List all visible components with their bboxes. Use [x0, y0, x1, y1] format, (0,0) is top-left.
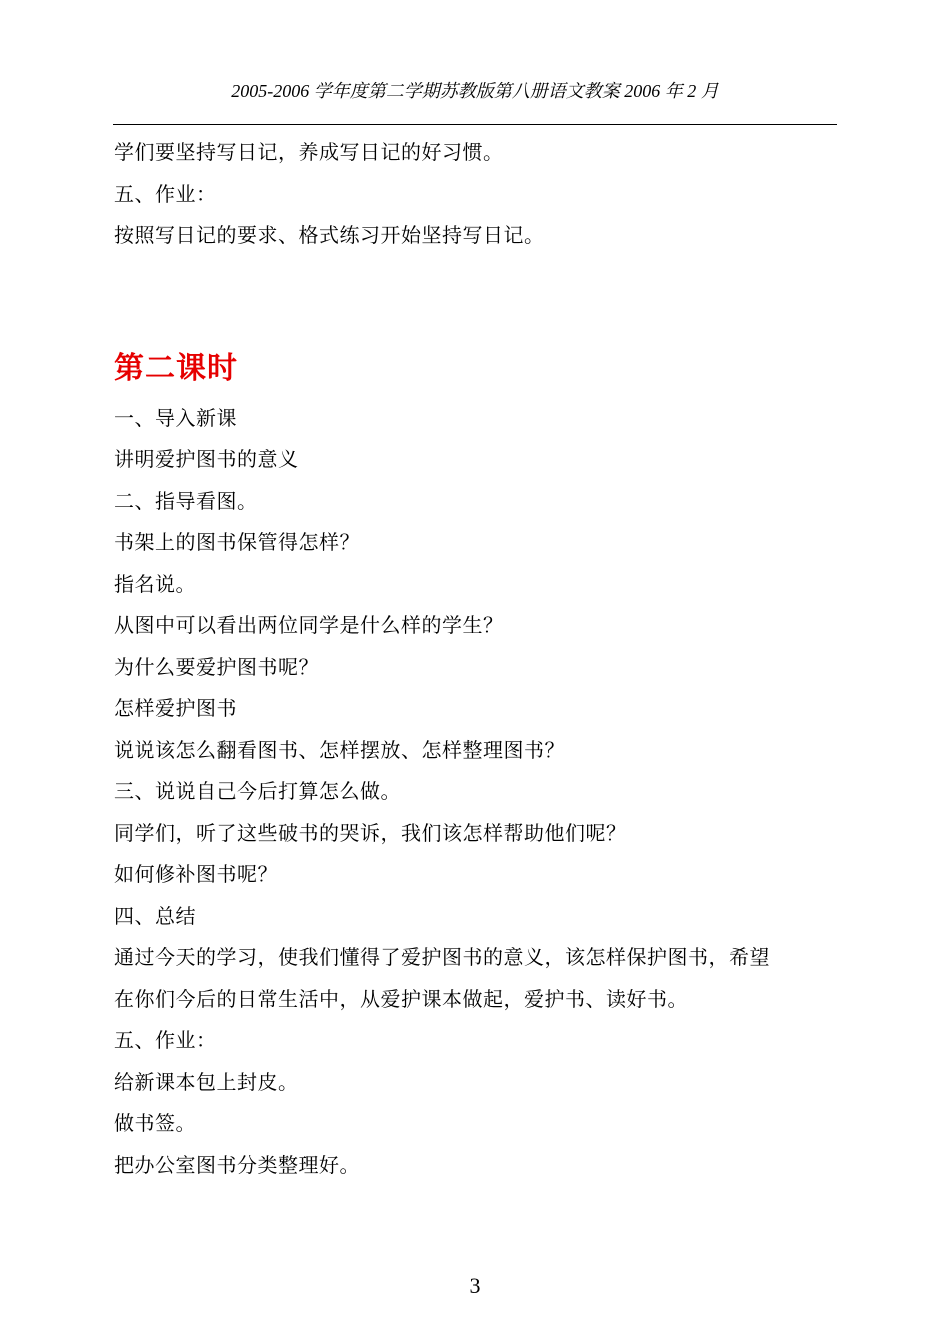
section-heading: 五、作业： — [114, 1028, 217, 1052]
paragraph-line: 如何修补图书呢？ — [114, 862, 278, 886]
paragraph-line: 把办公室图书分类整理好。 — [114, 1152, 360, 1177]
header-divider — [113, 124, 837, 125]
paragraph-line: 做书签。 — [114, 1111, 196, 1135]
section-heading: 四、总结 — [114, 903, 196, 928]
page-header: 2005-2006 学年度第二学期苏教版第八册语文教案 2006 年 2 月 — [231, 81, 719, 101]
paragraph-line: 在你们今后的日常生活中，从爱护课本做起，爱护书、读好书。 — [114, 986, 688, 1011]
paragraph-line: 通过今天的学习，使我们懂得了爱护图书的意义，该怎样保护图书，希望 — [114, 945, 770, 969]
paragraph-line: 讲明爱护图书的意义 — [114, 447, 299, 471]
paragraph-line: 学们要坚持写日记，养成写日记的好习惯。 — [114, 140, 504, 164]
lesson-title: 第二课时 — [114, 350, 238, 386]
paragraph-line: 按照写日记的要求、格式练习开始坚持写日记。 — [114, 223, 545, 247]
section-heading: 三、说说自己今后打算怎么做。 — [114, 779, 401, 803]
paragraph-line: 说说该怎么翻看图书、怎样摆放、怎样整理图书？ — [114, 737, 565, 762]
section-heading: 二、指导看图。 — [114, 488, 258, 513]
section-heading: 一、导入新课 — [114, 405, 237, 430]
paragraph-line: 同学们，听了这些破书的哭诉，我们该怎样帮助他们呢？ — [114, 820, 627, 845]
paragraph-line: 指名说。 — [114, 571, 196, 596]
document-body — [114, 132, 838, 1186]
paragraph-line: 给新课本包上封皮。 — [114, 1069, 299, 1094]
paragraph-line: 怎样爱护图书 — [114, 696, 237, 720]
page-number: 3 — [469, 1273, 481, 1298]
homework-heading: 五、作业： — [114, 181, 217, 206]
paragraph-line: 为什么要爱护图书呢？ — [114, 654, 319, 679]
paragraph-line: 书架上的图书保管得怎样？ — [114, 530, 360, 554]
paragraph-line: 从图中可以看出两位同学是什么样的学生？ — [114, 613, 504, 637]
section-gap — [114, 257, 838, 340]
